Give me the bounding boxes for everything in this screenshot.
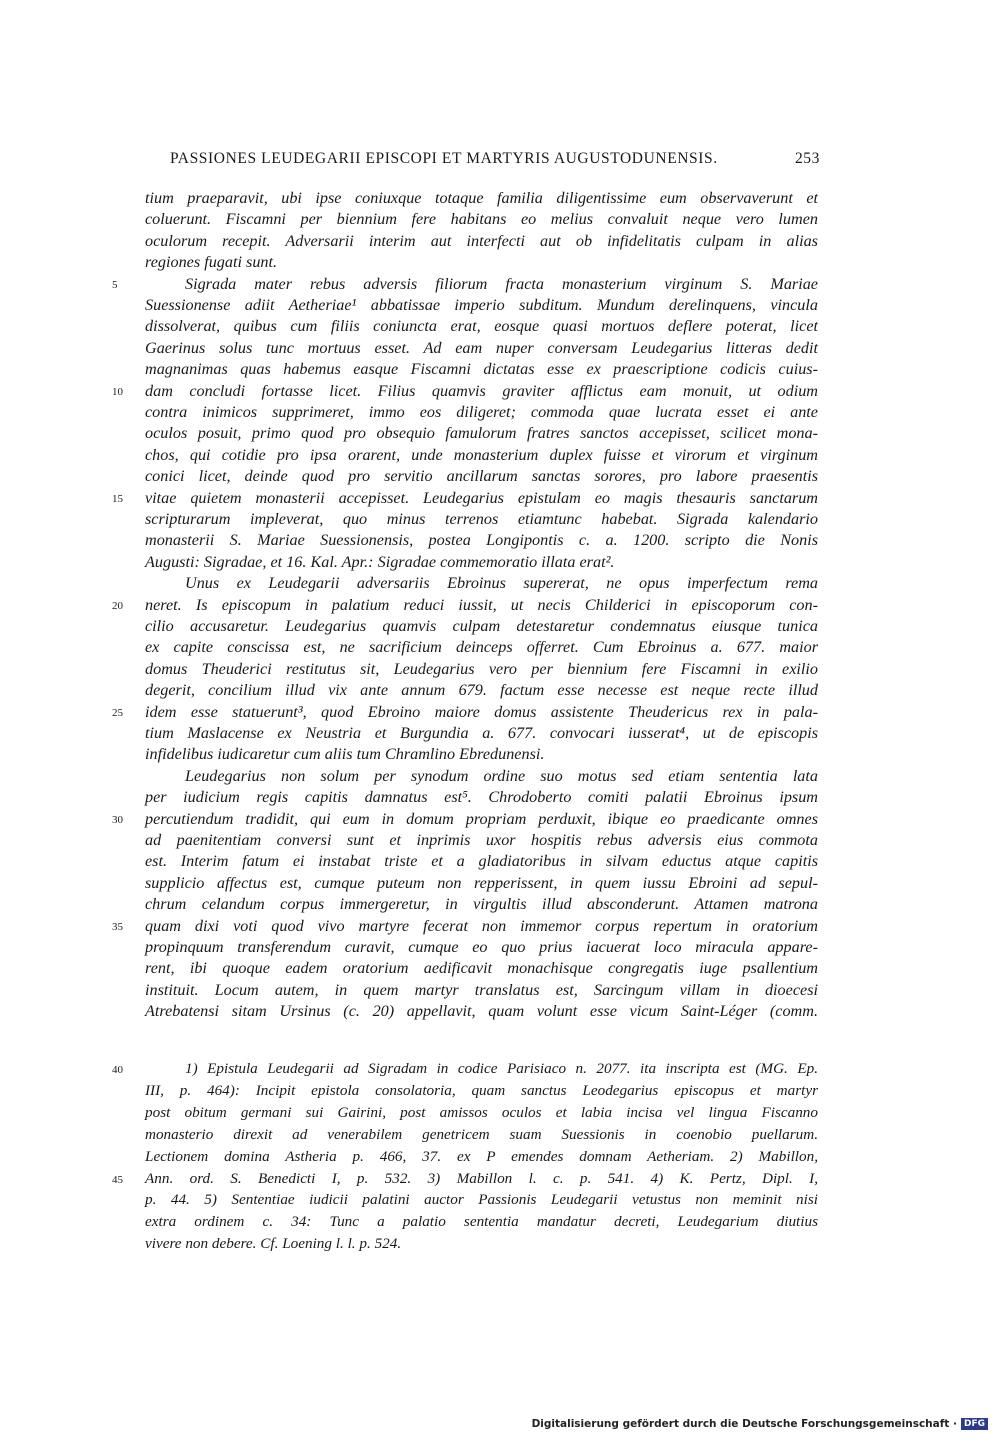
footnote-line: post obitum germani sui Gairini, post amissos oculos et labia incisa vel lingua Fiscanno — [145, 1103, 818, 1121]
body-line: infidelibus iudicaretur cum aliis tum Chramlino Ebredunensi. — [145, 745, 545, 764]
footnote-line: vivere non debere. Cf. Loening l. l. p. 524. — [145, 1235, 402, 1253]
body-line: est. Interim fatum ei instabat triste et a gladiatoribus in silvam eductus atque capitis — [145, 852, 818, 871]
footer-credit — [532, 1417, 988, 1431]
footnote-line: Lectionem domina Astheria p. 466, 37. ex P emendes domnam Aetheriam. 2) Mabillon, — [145, 1147, 818, 1165]
line-number: 40 — [112, 1064, 123, 1076]
body-line: supplicio affectus est, cumque puteum non repperissent, in quem iussu Ebroini ad sepul- — [145, 873, 818, 892]
footer-text: Digitalisierung gefördert durch die Deutsche Forschungsgemeinschaft · — [531, 1418, 957, 1430]
body-line: tium Maslacense ex Neustria et Burgundia a. 677. convocari iusserat⁴, ut de episcopis — [145, 724, 818, 742]
line-number: 10 — [112, 385, 123, 398]
body-line: idem esse statuerunt³, quod Ebroino maiore domus assistente Theudericus rex in pala- — [145, 702, 818, 721]
body-line: oculorum recepit. Adversarii interim aut interfecti aut ob infidelitatis culpam in alias — [145, 231, 818, 250]
body-line: domus Theuderici restitutus sit, Leudegarius vero per biennium fere Fiscamni in exilio — [145, 659, 818, 678]
body-line: neret. Is episcopum in palatium reduci iussit, ut necis Childerici in episcoporum con- — [145, 595, 818, 614]
body-line: coluerunt. Fiscamni per biennium fere habitans eo melius convaluit neque vero lumen — [145, 210, 818, 229]
line-number: 45 — [112, 1173, 123, 1186]
body-line: dissolverat, quibus cum filiis coniuncta erat, eosque quasi mortuos deflere poterat, licet — [145, 317, 818, 336]
body-line: quam dixi voti quod vivo martyre fecerat non immemor corpus repertum in oratorium — [145, 916, 818, 935]
body-line: percutiendum tradidit, qui eum in domum propriam perduxit, ibique eo praedicante omnes — [145, 809, 818, 828]
line-number: 20 — [112, 599, 123, 612]
body-line: per iudicium regis capitis damnatus est⁵. Chrodoberto comiti palatii Ebroinus ipsum — [145, 788, 818, 807]
body-line: vitae quietem monasterii accepisset. Leudegarius epistulam eo magis thesauris sanctarum — [145, 488, 818, 507]
body-line: cilio accusaretur. Leudegarius quamvis culpam detestaretur condemnatus eiusque tunica — [145, 617, 818, 635]
body-line: Atrebatensi sitam Ursinus (c. 20) appellavit, quam volunt esse vicum Saint-Léger (comm. — [145, 1002, 818, 1021]
dfg-logo: DFG — [961, 1418, 988, 1430]
body-line: rent, ibi quoque eadem oratorium aedificavit monachisque congregatis iuge psallentium — [145, 959, 818, 978]
body-line: degerit, concilium illud vix ante annum 679. factum esse necesse est neque recte illud — [145, 681, 818, 700]
line-number: 15 — [112, 492, 123, 505]
body-line: instituit. Locum autem, in quem martyr translatus est, Sarcingum villam in dioecesi — [145, 980, 818, 999]
body-line: monasterii S. Mariae Suessionensis, postea Longipontis c. a. 1200. scripto die Nonis — [145, 531, 818, 550]
line-number: 30 — [112, 813, 123, 826]
body-line: magnanimas quas habemus easque Fiscamni dictatas esse ex praescriptione codicis cuius- — [145, 360, 818, 379]
body-line: chos, qui cotidie pro ipsa orarent, unde monasterium duplex fuisse et virorum et virginum — [145, 445, 818, 464]
line-number: 25 — [112, 706, 123, 719]
header-title: PASSIONES LEUDEGARII EPISCOPI ET MARTYRIS AUGUSTODUNENSIS. — [170, 150, 718, 167]
footnote-line: III, p. 464): Incipit epistola consolatoria, quam sanctus Leodegarius episcopus et martyr — [145, 1081, 818, 1099]
footnote-line: extra ordinem c. 34: Tunc a palatio sententia mandatur decreti, Leudegarium diutius — [145, 1213, 818, 1231]
footnote-line: Ann. ord. S. Benedicti I, p. 532. 3) Mabillon l. c. p. 541. 4) K. Pertz, Dipl. I, — [145, 1169, 818, 1187]
body-line: ad paenitentiam conversi sunt et inprimis uxor hospitis rebus adversis eius commota — [145, 831, 818, 849]
body-line: chrum celandum corpus immergeretur, in virgultis illud absconderunt. Attamen matrona — [145, 895, 818, 914]
body-line: Sigrada mater rebus adversis filiorum fracta monasterium virginum S. Mariae — [185, 274, 818, 293]
body-line: regiones fugati sunt. — [145, 253, 278, 272]
body-line: oculos posuit, primo quod pro obsequio famulorum fratres sanctos accepisset, scilicet mona- — [145, 424, 818, 443]
body-line: conici licet, deinde quod pro servitio ancillarum sanctas sorores, pro labore praesentis — [145, 467, 818, 486]
body-line: Leudegarius non solum per synodum ordine suo motus sed etiam sententia lata — [185, 766, 818, 785]
body-line: Suessionense adiit Aetheriae¹ abbatissae imperio subditum. Mundum derelinquens, vincula — [145, 296, 818, 314]
body-line: ex capite conscissa est, ne sacrificium deinceps offerret. Cum Ebroinus a. 677. maior — [145, 638, 818, 657]
line-number: 35 — [112, 920, 123, 933]
body-line: Unus ex Leudegarii adversariis Ebroinus supererat, ne opus imperfectum rema — [185, 574, 818, 593]
body-line: contra inimicos supprimeret, immo eos diligeret; commoda quae lucrata esset ei ante — [145, 403, 818, 421]
running-header — [170, 150, 820, 168]
footnote-line: p. 44. 5) Sententiae iudicii palatini auctor Passionis Leudegarii vetustus non meminit nisi — [145, 1191, 818, 1209]
body-line: dam concludi fortasse licet. Filius quamvis graviter afflictus eam monuit, ut odium — [145, 381, 818, 400]
footnote-line: monasterio direxit ad venerabilem genetricem suam Suessionis in coenobio puellarum. — [145, 1125, 818, 1143]
line-number: 5 — [112, 278, 118, 291]
body-line: Gaerinus solus tunc mortuus esset. Ad eam nuper conversam Leudegarius litteras dedit — [145, 338, 818, 357]
body-line: tium praeparavit, ubi ipse coniuxque totaque familia diligentissime eum observaverunt et — [145, 189, 818, 207]
body-line: propinquum transferendum curavit, cumque eo quo prius iacuerat loco miracula appare- — [145, 938, 818, 956]
page-number: 253 — [794, 150, 820, 167]
body-line: scripturarum impleverat, quo minus terrenos etiamtunc habebat. Sigrada kalendario — [145, 510, 818, 528]
footnote-line: 1) Epistula Leudegarii ad Sigradam in codice Parisiaco n. 2077. ita inscripta est (MG. Ep. — [185, 1060, 818, 1077]
body-line: Augusti: Sigradae, et 16. Kal. Apr.: Sigradae commemoratio illata erat². — [145, 552, 615, 571]
